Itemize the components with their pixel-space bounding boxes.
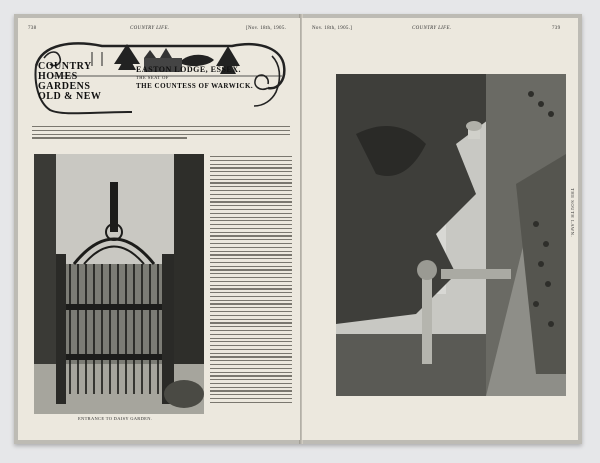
right-date: Nov. 18th, 1905.] <box>312 26 353 31</box>
title-line: GARDENS <box>38 81 91 92</box>
right-running-head: COUNTRY LIFE. <box>412 26 452 31</box>
right-page-number: 739 <box>552 26 561 31</box>
article-owner: THE COUNTESS OF WARWICK. <box>136 82 254 90</box>
magazine-spread <box>14 14 582 444</box>
article-heading <box>136 64 253 92</box>
right-page <box>302 18 578 440</box>
intro-text <box>32 126 290 141</box>
title-line: COUNTRY <box>38 61 92 72</box>
left-running-head: COUNTRY LIFE. <box>130 26 170 31</box>
gate-photo <box>34 154 204 414</box>
left-date: [Nov. 18th, 1905. <box>246 26 287 31</box>
title-line: OLD & NEW <box>38 91 102 102</box>
left-page-number: 738 <box>28 26 37 31</box>
department-title <box>38 62 101 102</box>
article-subtitle: THE SEAT OF <box>136 75 169 80</box>
south-lawn-caption: THE SOUTH LAWN. <box>570 188 575 238</box>
article-title: EASTON LODGE, ESSEX. <box>136 65 242 74</box>
gate-photo-caption: ENTRANCE TO DAISY GARDEN. <box>78 416 153 421</box>
left-page <box>18 18 300 440</box>
title-line: HOMES <box>38 71 78 82</box>
south-lawn-photo <box>336 74 566 396</box>
article-text-column <box>210 156 292 406</box>
